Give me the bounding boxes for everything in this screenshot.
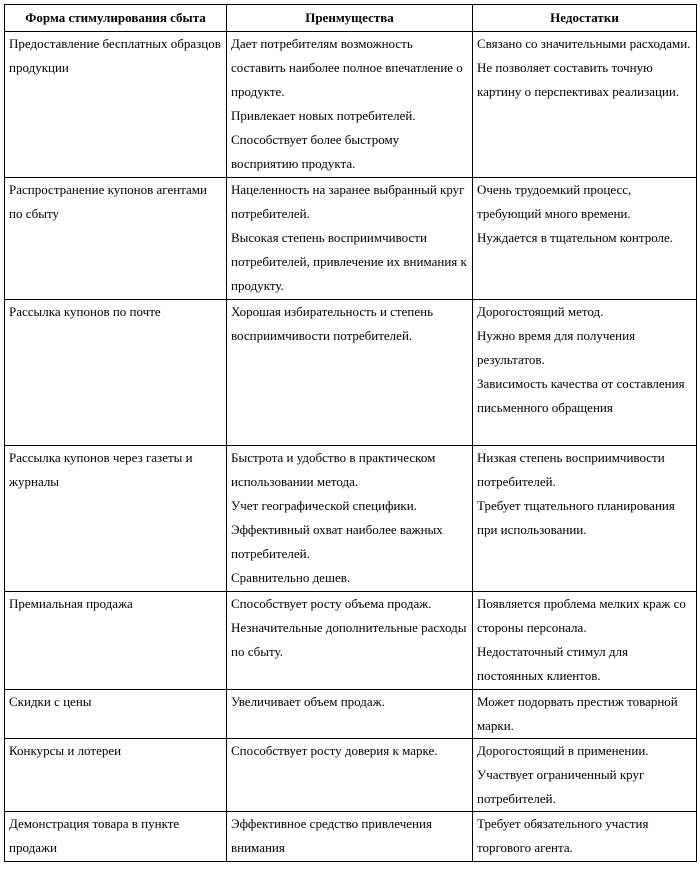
cell-paragraph: Дорогостоящий метод. — [477, 304, 604, 319]
cell-paragraph: Увеличивает объем продаж. — [231, 694, 385, 709]
cell-advantages-text — [231, 300, 467, 348]
cell-disadvantages-text — [477, 592, 691, 688]
table-row — [5, 592, 697, 690]
cell-paragraph: Рассылка купонов через газеты и журналы — [9, 450, 193, 489]
cell-disadvantages — [473, 446, 697, 592]
cell-form — [5, 446, 227, 592]
cell-form-text — [9, 32, 221, 80]
cell-paragraph: Предоставление бесплатных образцов продукции — [9, 36, 221, 75]
cell-advantages — [227, 690, 473, 739]
cell-paragraph: Способствует более быстрому восприятию продукта. — [231, 132, 400, 171]
cell-disadvantages — [473, 690, 697, 739]
cell-advantages — [227, 592, 473, 690]
cell-paragraph: Низкая степень восприимчивости потребителей. — [477, 450, 665, 489]
cell-paragraph: Дает потребителям возможность составить наиболее полное впечатление о продукте. — [231, 36, 463, 99]
table-header — [5, 5, 697, 32]
cell-form-text — [9, 300, 221, 324]
cell-advantages-text — [231, 739, 467, 763]
cell-paragraph: Не позволяет составить точную картину о перспективах реализации. — [477, 60, 680, 99]
cell-paragraph: Способствует росту доверия к марке. — [231, 743, 438, 758]
cell-disadvantages-text — [477, 300, 691, 420]
cell-paragraph: Участвует ограниченный круг потребителей. — [477, 767, 645, 806]
cell-paragraph: Высокая степень восприимчивости потребителей, привлечение их внимания к продукту. — [231, 230, 467, 293]
cell-paragraph: Способствует росту объема продаж. — [231, 596, 432, 611]
cell-paragraph: Демонстрация товара в пункте продажи — [9, 816, 180, 855]
cell-advantages-text — [231, 32, 467, 176]
cell-paragraph: Связано со значительными расходами. — [477, 36, 691, 51]
table-row — [5, 300, 697, 446]
cell-paragraph: Нуждается в тщательном контроле. — [477, 230, 674, 245]
cell-disadvantages — [473, 32, 697, 178]
cell-form-text — [9, 739, 221, 763]
cell-disadvantages-text — [477, 32, 691, 104]
header-disadvantages: Недостатки — [473, 5, 697, 32]
cell-form — [5, 592, 227, 690]
cell-advantages-text — [231, 812, 467, 860]
header-form: Форма стимулирования сбыта — [5, 5, 227, 32]
cell-paragraph: Премиальная продажа — [9, 596, 133, 611]
cell-form — [5, 690, 227, 739]
cell-paragraph: Эффективное средство привлечения внимания — [231, 816, 432, 855]
cell-form — [5, 739, 227, 812]
cell-form — [5, 812, 227, 862]
cell-advantages — [227, 812, 473, 862]
cell-paragraph: Требует обязательного участия торгового агента. — [477, 816, 649, 855]
table-row — [5, 446, 697, 592]
table-row — [5, 739, 697, 812]
cell-disadvantages — [473, 812, 697, 862]
cell-advantages-text — [231, 592, 467, 664]
cell-paragraph: Скидки с цены — [9, 694, 92, 709]
cell-paragraph: Распространение купонов агентами по сбыту — [9, 182, 207, 221]
cell-paragraph: Может подорвать престиж товарной марки. — [477, 694, 678, 733]
table-row — [5, 178, 697, 300]
header-advantages: Пренмущества — [227, 5, 473, 32]
cell-paragraph: Появляется проблема мелких краж со стороны персонала. — [477, 596, 686, 635]
cell-paragraph: Нужно время для получения результатов. — [477, 328, 636, 367]
table-body — [5, 32, 697, 862]
cell-paragraph: Дорогостоящий в применении. — [477, 743, 649, 758]
cell-form — [5, 32, 227, 178]
cell-advantages-text — [231, 690, 467, 714]
cell-paragraph: Хорошая избирательность и степень восприимчивости потребителей. — [231, 304, 433, 343]
header-row — [5, 5, 697, 32]
cell-paragraph: Нацеленность на заранее выбранный круг потребителей. — [231, 182, 465, 221]
cell-paragraph: Требует тщательного планирования при использовании. — [477, 498, 675, 537]
cell-disadvantages — [473, 178, 697, 300]
cell-disadvantages-text — [477, 446, 691, 542]
cell-form — [5, 178, 227, 300]
cell-advantages — [227, 739, 473, 812]
cell-advantages — [227, 32, 473, 178]
cell-disadvantages-text — [477, 690, 691, 738]
cell-disadvantages-text — [477, 739, 691, 811]
table-row — [5, 690, 697, 739]
cell-paragraph: Быстрота и удобство в практическом использовании метода. — [231, 450, 436, 489]
cell-paragraph: Учет географической специфики. — [231, 498, 417, 513]
cell-form-text — [9, 178, 221, 226]
cell-disadvantages — [473, 739, 697, 812]
cell-disadvantages — [473, 592, 697, 690]
cell-paragraph: Очень трудоемкий процесс, требующий много времени. — [477, 182, 632, 221]
table-row — [5, 32, 697, 178]
cell-paragraph: Рассылка купонов по почте — [9, 304, 161, 319]
cell-disadvantages-text — [477, 178, 691, 250]
cell-advantages — [227, 446, 473, 592]
cell-advantages-text — [231, 446, 467, 590]
cell-form — [5, 300, 227, 446]
cell-disadvantages — [473, 300, 697, 446]
cell-disadvantages-text — [477, 812, 691, 860]
cell-paragraph: Сравнительно дешев. — [231, 570, 351, 585]
table-row — [5, 812, 697, 862]
cell-paragraph: Эффективный охват наиболее важных потребителей. — [231, 522, 443, 561]
cell-paragraph: Незначительные дополнительные расходы по сбыту. — [231, 620, 467, 659]
cell-advantages-text — [231, 178, 467, 298]
cell-form-text — [9, 690, 221, 714]
cell-paragraph: Недостаточный стимул для постоянных клиентов. — [477, 644, 628, 683]
cell-paragraph: Конкурсы и лотереи — [9, 743, 122, 758]
cell-advantages — [227, 300, 473, 446]
cell-paragraph: Привлекает новых потребителей. — [231, 108, 416, 123]
cell-form-text — [9, 812, 221, 860]
cell-paragraph: Зависимость качества от составления письменного обращения — [477, 376, 685, 415]
sales-promotion-table — [4, 4, 697, 862]
cell-form-text — [9, 446, 221, 494]
cell-form-text — [9, 592, 221, 616]
cell-advantages — [227, 178, 473, 300]
